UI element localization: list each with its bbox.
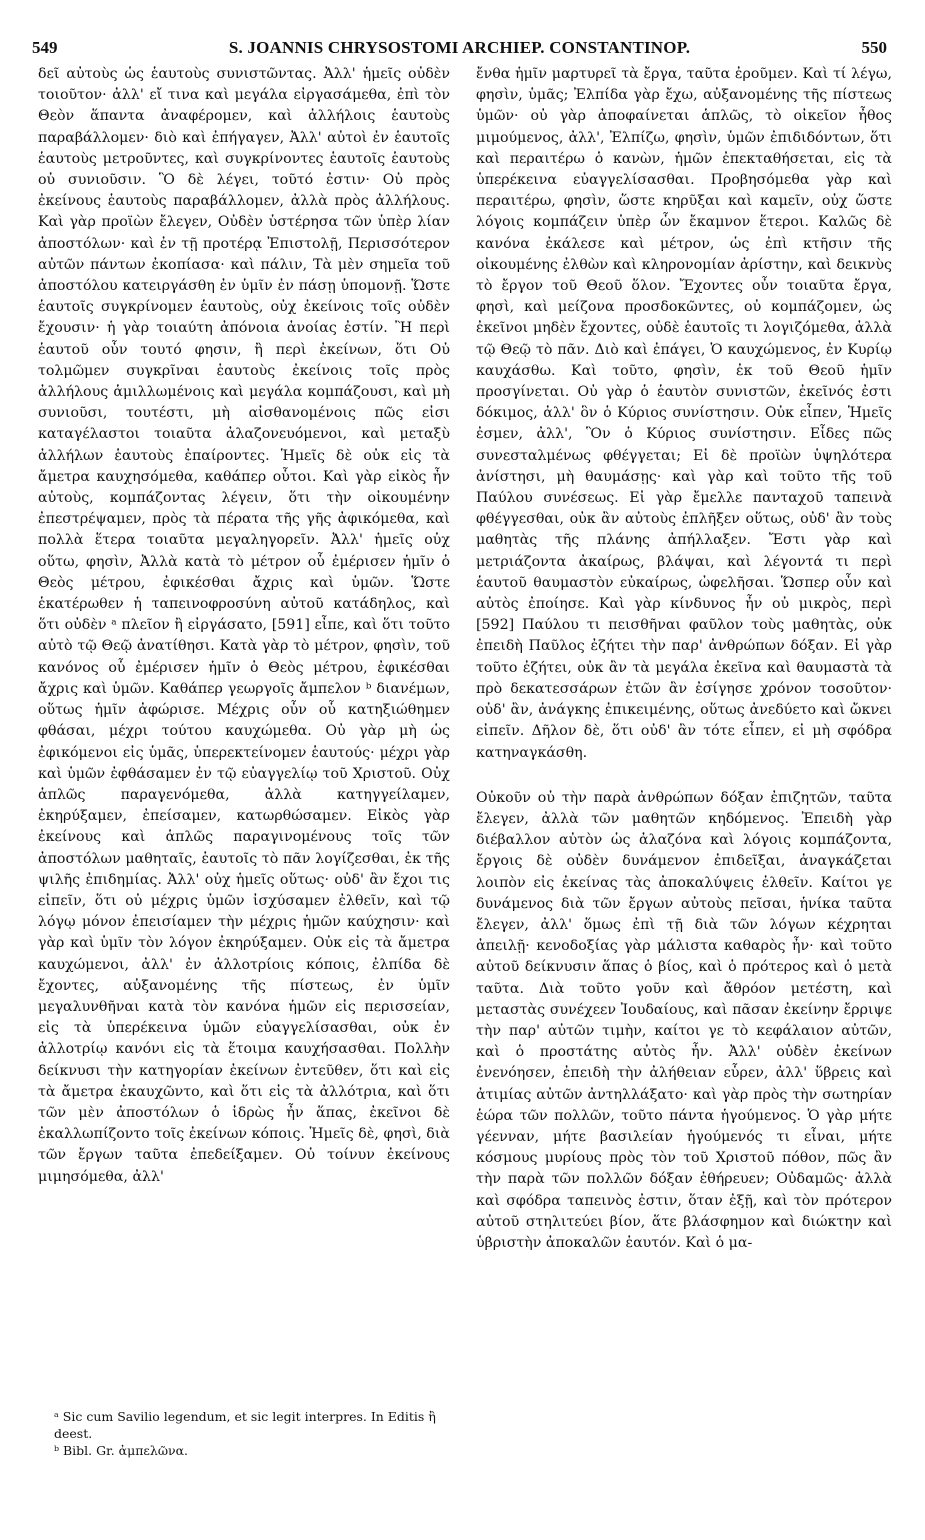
left-column-text: δεῖ αὐτοὺς ὡς ἑαυτοὺς συνιστῶντας. Ἀλλ' ἡμεῖς οὐδὲν τοιοῦτον· ἀλλ' εἴ τινα καὶ μεγάλα εἰργασάμεθα, ἐπὶ τὸν Θεὸν ἅπαντα ἀναφέρομεν, καὶ ἀλλήλοις ἑαυτοὺς παραβάλλομεν· διὸ καὶ ἐπήγαγεν, Ἀλλ' αὐτοὶ ἐν ἑαυτοῖς ἑαυτοὺς μετροῦντες, καὶ συγκρίνοντες ἑαυτοῖς ἑαυτοὺς οὐ συνιοῦσιν. Ὃ δὲ λέγει, τοῦτό ἐστιν· Οὐ πρὸς ἐκείνους ἑαυτοὺς παραβάλλομεν, ἀλλὰ πρὸς ἀλλήλους. Καὶ γὰρ προϊὼν ἔλεγεν, Οὐδὲν ὑστέρησα τῶν ὑπὲρ λίαν ἀποστόλων· καὶ ἐν τῇ προτέρᾳ Ἐπιστολῇ, Περισσότερον αὐτῶν πάντων ἐκοπίασα· καὶ πάλιν, Τὰ μὲν σημεῖα τοῦ ἀποστόλου κατειργάσθη ἐν ὑμῖν ἐν πάσῃ ὑπομονῇ. Ὥστε ἑαυτοῖς συγκρίνομεν ἑαυτοὺς, οὐχ ἐκείνοις τοῖς οὐδὲν ἔχουσιν· ἡ γὰρ τοιαύτη ἀπόνοια ἀνοίας ἐστίν. Ἢ περὶ ἑαυτοῦ οὖν τουτό φησιν, ἢ περὶ ἐκείνων, ὅτι Οὐ τολμῶμεν συγκρῖναι ἑαυτοὺς ἐκείνοις τοῖς πρὸς ἀλλήλους ἁμιλλωμένοις καὶ μεγάλα κομπάζουσι, καὶ μὴ συνιοῦσι, τουτέστι, μὴ αἰσθανομένοις πῶς εἰσι καταγέλαστοι τοιαῦτα ἀλαζονευόμενοι, καὶ μεταξὺ ἀλλήλων ἑαυτοὺς ἐπαίροντες. Ἡμεῖς δὲ οὐκ εἰς τὰ ἄμετρα καυχησόμεθα, καθάπερ οὗτοι. Καὶ γὰρ εἰκὸς ἦν αὐτοὺς, κομπάζοντας λέγειν, ὅτι τὴν οἰκουμένην ἐπεστρέψαμεν, πρὸς τὰ πέρατα τῆς γῆς ἀφικόμεθα, καὶ πολλὰ ἕτερα τοιαῦτα μεγαληγορεῖν. Ἀλλ' ἡμεῖς οὐχ οὕτω, φησὶν, Ἀλλὰ κατὰ τὸ μέτρον οὗ ἐμέρισεν ἡμῖν ὁ Θεὸς μέτρου, ἐφικέσθαι ἄχρις καὶ ὑμῶν. Ὥστε ἑκατέρωθεν ἡ ταπεινοφροσύνη αὐτοῦ κατάδηλος, καὶ ὅτι οὐδὲν ᵃ πλεῖον ἢ εἰργάσατο, [591] εἶπε, καὶ ὅτι τοῦτο αὐτὸ τῷ Θεῷ ἀνατίθησι. Κατὰ γὰρ τὸ μέτρον, φησὶν, τοῦ κανόνος οὗ ἐμέρισεν ἡμῖν ὁ Θεὸς μέτρου, ἐφικέσθαι ἄχρις καὶ ὑμῶν. Καθάπερ γεωργοῖς ἄμπελον ᵇ διανέμων, οὕτως ἡμῖν ἀφώρισε. Μέχρις οὖν οὗ κατηξιώθημεν φθάσαι, μέχρι τούτου καυχώμεθα. Οὐ γὰρ μὴ ὡς ἐφικόμενοι εἰς ὑμᾶς, ὑπερεκτείνομεν ἑαυτούς· μέχρι γὰρ καὶ ὑμῶν ἐφθάσαμεν ἐν τῷ εὐαγγελίῳ τοῦ Χριστοῦ. Οὐχ ἁπλῶς παραγενόμεθα, ἀλλὰ κατηγγείλαμεν, ἐκηρύξαμεν, ἐπείσαμεν, κατωρθώσαμεν. Εἰκὸς γὰρ ἐκείνους καὶ ἁπλῶς παραγινομένους τοῖς τῶν ἀποστόλων μαθηταῖς, ἑαυτοῖς τὸ πᾶν λογίζεσθαι, ἐκ τῆς ψιλῆς ἐπιδημίας. Ἀλλ' οὐχ ἡμεῖς οὕτως· οὐδ' ἂν ἔχοι τις εἰπεῖν, ὅτι οὐ μέχρις ὑμῶν ἰσχύσαμεν ἐλθεῖν, καὶ τῷ λόγῳ μόνον ἐπεισίαμεν τὴν μέχρις ἡμῶν καύχησιν· καὶ γὰρ καὶ ὑμῖν τὸν λόγον ἐκηρύξαμεν. Οὐκ εἰς τὰ ἄμετρα καυχώμενοι, ἀλλ' ἐν ἀλλοτρίοις κόποις, ἐλπίδα δὲ ἔχοντες, αὐξανομένης τῆς πίστεως, ἐν ὑμῖν μεγαλυνθῆναι κατὰ τὸν κανόνα ἡμῶν εἰς περισσείαν, εἰς τὰ ὑπερέκεινα ὑμῶν εὐαγγελίσασθαι, οὐκ ἐν ἀλλοτρίῳ κανόνι εἰς τὰ ἕτοιμα καυχήσασθαι. Πολλὴν δείκνυσι τὴν κατηγορίαν ἐκείνων ἐντεῦθεν, ὅτι καὶ εἰς τὰ ἄμετρα ἐκαυχῶντο, καὶ ὅτι εἰς τὰ ἀλλότρια, καὶ ὅτι τῶν μὲν ἀποστόλων ὁ ἱδρὼς ἦν ἅπας, ἐκεῖνοι δὲ ἐκαλλωπίζοντο τοῖς ἐκείνων κόποις. Ἡμεῖς δὲ, φησὶ, διὰ τῶν ἔργων ταῦτα ἐπεδείξαμεν. Οὐ τοίνυν ἐκείνους μιμησόμεθα, ἀλλ' [38, 66, 450, 1185]
right-column-paragraph-2: Οὐκοῦν οὐ τὴν παρὰ ἀνθρώπων δόξαν ἐπιζητῶν, ταῦτα ἔλεγεν, ἀλλὰ τῶν μαθητῶν κηδόμενος. Ἐπειδὴ γὰρ διέβαλλον αὐτὸν ὡς ἀλαζόνα καὶ λόγοις κομπάζοντα, ἔργοις δὲ οὐδὲν δυνάμενον ἐπιδεῖξαι, ἀναγκάζεται λοιπὸν εἰς ἐκείνας τὰς ἀποκαλύψεις ἐλθεῖν. Καίτοι γε δυνάμενος διὰ τῶν ἔργων αὐτοὺς πεῖσαι, ἡνίκα ταῦτα ἔλεγεν, ἀλλ' ὅμως ἐπὶ τῇ διὰ τῶν λόγων κέχρηται ἀπειλῇ· κενοδοξίας γὰρ μάλιστα καθαρὸς ἦν· καὶ τοῦτο αὐτοῦ δείκνυσιν ἅπας ὁ βίος, καὶ ὁ πρότερος καὶ ὁ μετὰ ταῦτα. Διὰ τοῦτο γοῦν καὶ ἄθρόον μετέστη, καὶ μεταστὰς συνέχεεν Ἰουδαίους, καὶ πᾶσαν ἐκείνην ἔρριψε τὴν παρ' αὐτῶν τιμὴν, καίτοι γε τὸ κεφάλαιον αὐτῶν, καὶ ὁ προστάτης αὐτὸς ἦν. Ἀλλ' οὐδὲν ἐκείνων ἐνενόησεν, ἐπειδὴ τὴν ἀλήθειαν εὗρεν, ἀλλ' ὕβρεις καὶ ἀτιμίας αὐτῶν ἀντηλλάξατο· καὶ γὰρ πρὸς τὴν σωτηρίαν ἑώρα τῶν πολλῶν, τοῦτο πάντα ἡγούμενος. Ὁ γὰρ μήτε γέενναν, μήτε βασιλείαν ἡγούμενός τι εἶναι, μήτε κόσμους μυρίους πρὸς τὸν τοῦ Χριστοῦ πόθον, πῶς ἂν τὴν παρὰ τῶν πολλῶν δόξαν ἐθήρευεν; Οὐδαμῶς· ἀλλὰ καὶ σφόδρα ταπεινὸς ἐστιν, ὅταν ἐξῇ, καὶ τὸν πρότερον αὐτοῦ στηλιτεύει βίον, ἅτε βλάσφημον καὶ διώκτην καὶ ὑβριστὴν ἀποκαλῶν ἑαυτόν. Καὶ ὁ μα- [476, 789, 892, 1251]
footnotes [54, 1408, 454, 1459]
right-column [476, 64, 892, 1254]
page-number-right: 550 [861, 38, 887, 57]
running-title: S. JOANNIS CHRYSOSTOMI ARCHIEP. CONSTANTINOP. [228, 38, 691, 57]
page-number-left: 549 [32, 38, 58, 57]
footnote-b: ᵇ Bibl. Gr. ἀμπελῶνα. [54, 1443, 189, 1458]
running-header [32, 38, 887, 62]
footnote-a: ᵃ Sic cum Savilio legendum, et sic legit interpres. In Editis ἢ deest. [54, 1409, 436, 1441]
right-column-paragraph-1: ἔνθα ἡμῖν μαρτυρεῖ τὰ ἔργα, ταῦτα ἐροῦμεν. Καὶ τί λέγω, φησὶν, ὑμᾶς; Ἐλπίδα γὰρ ἔχω, αὐξανομένης τῆς πίστεως ὑμῶν· οὐ γὰρ ἀποφαίνεται ἁπλῶς, τὸ οἰκεῖον ἦθος μιμούμενος, ἀλλ', Ἐλπίζω, φησὶν, ὑμῶν ἐπιδιδόντων, ὅτι καὶ περαιτέρω ὁ κανὼν, ἡμῶν ἐπεκταθήσεται, εἰς τὰ ὑπερέκεινα εὐαγγελίσασθαι. Προβησόμεθα γὰρ καὶ περαιτέρω, φησὶν, ὥστε κηρῦξαι καὶ καμεῖν, οὐχ ὥστε λόγοις κομπάζειν ὑπὲρ ὧν ἔκαμνον ἕτεροι. Καλῶς δὲ κανόνα ἐκάλεσε καὶ μέτρον, ὡς ἐπὶ κτῆσιν τῆς οἰκουμένης ἐλθὼν καὶ κληρονομίαν ἀρίστην, καὶ δεικνὺς τὸ ἔργον τοῦ Θεοῦ ὅλον. Ἔχοντες οὖν τοιαῦτα ἔργα, φησὶ, καὶ μείζονα προσδοκῶντες, οὐ κομπάζομεν, ὡς ἐκεῖνοι μηδὲν ἔχοντες, οὐδὲ ἑαυτοῖς τι λογιζόμεθα, ἀλλὰ τῷ Θεῷ τὸ πᾶν. Διὸ καὶ ἐπάγει, Ὁ καυχώμενος, ἐν Κυρίῳ καυχάσθω. Καὶ τοῦτο, φησὶν, ἐκ τοῦ Θεοῦ ἡμῖν προσγίνεται. Οὐ γὰρ ὁ ἑαυτὸν συνιστῶν, ἐκεῖνός ἐστι δόκιμος, ἀλλ' ὃν ὁ Κύριος συνίστησιν. Οὐκ εἶπεν, Ἡμεῖς ἐσμεν, ἀλλ', Ὃν ὁ Κύριος συνίστησιν. Εἶδες πῶς συνεσταλμένως φθέγγεται; Εἰ δὲ προϊὼν ὑψηλότερα ἀνίστησι, μὴ θαυμάσῃς· καὶ γὰρ καὶ τοῦτο τῆς τοῦ Παύλου συνέσεως. Εἰ γὰρ ἔμελλε πανταχοῦ ταπεινὰ φθέγγεσθαι, οὐκ ἂν αὐτοὺς ἐπλῆξεν οὕτως, οὐδ' ἂν τοὺς μαθητὰς τῆς πλάνης ἀπήλλαξεν. Ἔστι γὰρ καὶ μετριάζοντα ἀκαίρως, βλάψαι, καὶ λέγοντά τι περὶ ἑαυτοῦ θαυμαστὸν εὐκαίρως, ὠφελῆσαι. Ὥσπερ οὖν καὶ αὐτὸς ἐποίησε. Καὶ γὰρ κίνδυνος ἦν οὐ μικρὸς, περὶ [592] Παύλου τι πεισθῆναι φαῦλον τοὺς μαθητὰς, οὐκ ἐπειδὴ Παῦλος ἐζήτει τὴν παρ' ἀνθρώπων δόξαν. Εἰ γὰρ τοῦτο ἐζήτει, οὐκ ἂν τὰ μεγάλα ἐκεῖνα καὶ θαυμαστὰ τὰ πρὸ δεκατεσσάρων ἐτῶν ἂν ἐσίγησε χρόνον τοσοῦτον· οὐδ' ἂν, ἀνάγκης ἐπικειμένης, οὕτως ἀνεδύετο καὶ ὤκνει εἰπεῖν. Δῆλον δὲ, ὅτι οὐδ' ἂν τότε εἶπεν, εἰ μὴ σφόδρα κατηναγκάσθη. [476, 66, 892, 761]
left-column [38, 64, 450, 1188]
